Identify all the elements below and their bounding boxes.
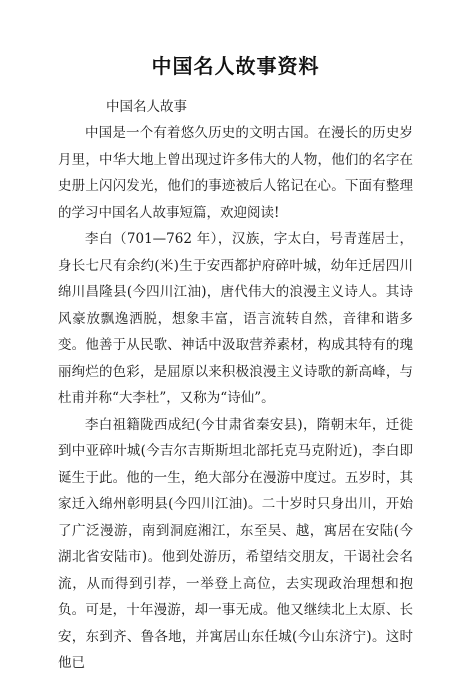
paragraph-intro: 中国是一个有着悠久历史的文明古国。在漫长的历史岁月里，中华大地上曾出现过许多伟大的人物，他们的名字在史册上闪闪发光，他们的事迹被后人铭记在心。下面有整理的学习中国名人故事短篇，欢迎阅读!: [58, 125, 413, 221]
document-title: 中国名人故事资料: [151, 54, 320, 78]
paragraph-li-bai-bio: 李白（701—762 年），汉族，字太白，号青莲居士，身长七尺有余约(米)生于安西都护府碎叶城，幼年迁居四川绵川昌隆县(今四川江油)，唐代伟大的浪漫主义诗人。其诗风豪放飘逸洒脱，想象丰富，语言流转自然，音律和谐多变。他善于从民歌、神话中汲取营养素材，构成其特有的瑰丽绚烂的色彩，是屈原以来积极浪漫主义诗歌的新高峰，与杜甫并称“大李杜”，又称为“诗仙”。: [58, 231, 413, 406]
paragraph-li-bai-travels: 李白祖籍陇西成纪(今甘肃省秦安县)，隋朝末年，迁徙到中亚碎叶城(今吉尔吉斯斯坦北部托克马克附近)，李白即诞生于此。他的一生，绝大部分在漫游中度过。五岁时，其家迁入绵州彰明县(今四川江油)。二十岁时只身出川，开始了广泛漫游，南到洞庭湘江，东至吴、越，寓居在安陆(今湖北省安陆市)。他到处游历，希望结交朋友，干谒社会名流，从而得到引荐，一举登上高位，去实现政治理想和抱负。可是，十年漫游，却一事无成。他又继续北上太原、长安，东到齐、鲁各地，并寓居山东任城(今山东济宁)。这时他已: [58, 416, 413, 671]
document-subheading: 中国名人故事: [106, 99, 187, 115]
